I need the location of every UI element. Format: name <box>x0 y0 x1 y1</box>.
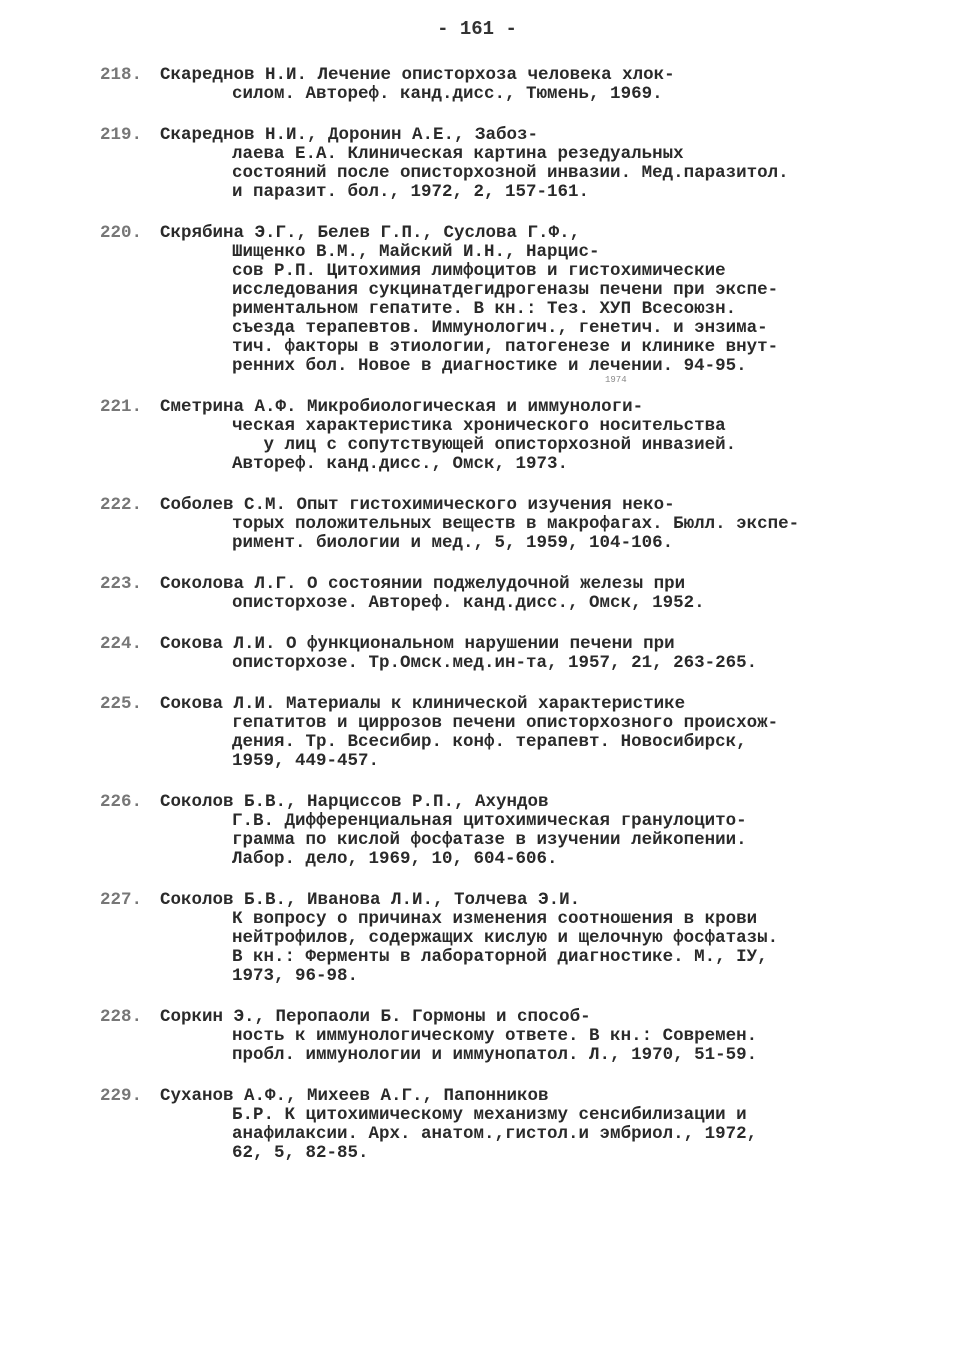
entry-line: Скареднов Н.И. Лечение описторхоза человека хлок- <box>160 65 675 85</box>
entry-number: 221. <box>100 397 143 417</box>
entry-line: торых положительных веществ в макрофагах. Бюлл. экспе- <box>232 514 800 534</box>
entry-number: 224. <box>100 634 143 654</box>
bibliography-entry <box>100 695 890 771</box>
entry-line: ность к иммунологическому ответе. В кн.: Современ. <box>232 1026 758 1046</box>
entry-number: 218. <box>100 65 143 85</box>
entry-line: Скареднов Н.И., Доронин А.Е., Забоз- <box>160 125 539 145</box>
entry-line: Сокова Л.И. Материалы к клинической характеристике <box>160 694 686 714</box>
margin-note: 1974 <box>605 375 627 385</box>
entry-line: съезда терапевтов. Иммунологич., генетич. и энзима- <box>232 318 768 338</box>
entry-line: анафилаксии. Арх. анатом.,гистол.и эмбриол., 1972, <box>232 1124 758 1144</box>
entry-line: Б.Р. К цитохимическому механизму сенсибилизации и <box>232 1105 747 1125</box>
entry-line: Соколов Б.В., Иванова Л.И., Толчева Э.И. <box>160 890 581 910</box>
entry-line: Соркин Э., Перопаоли Б. Гормоны и способ- <box>160 1007 591 1027</box>
entry-line: исследования сукцинатдегидрогеназы печени при экспе- <box>232 280 779 300</box>
entry-line: К вопросу о причинах изменения соотношения в крови <box>232 909 758 929</box>
entry-line: дения. Тр. Всесибир. конф. терапевт. Новосибирск, <box>232 732 747 752</box>
entry-line: Г.В. Дифференциальная цитохимическая гранулоцито- <box>232 811 747 831</box>
bibliography-entry <box>100 575 890 613</box>
entry-number: 226. <box>100 792 143 812</box>
entry-line: римент. биологии и мед., 5, 1959, 104-106. <box>232 533 674 553</box>
entry-number: 220. <box>100 223 143 243</box>
entry-number: 225. <box>100 694 143 714</box>
entry-line: Автореф. канд.дисс., Омск, 1973. <box>232 454 569 474</box>
entry-line: лаева Е.А. Клиническая картина резедуальных <box>232 144 684 164</box>
entry-line: гепатитов и циррозов печени описторхозного происхож- <box>232 713 779 733</box>
entry-number: 223. <box>100 574 143 594</box>
entry-line: Соколова Л.Г. О состоянии поджелудочной железы при <box>160 574 686 594</box>
entry-line: ренних бол. Новое в диагностике и лечении. 94-95. <box>232 356 747 376</box>
bibliography-entry <box>100 496 890 553</box>
entry-line: грамма по кислой фосфатазе в изучении лейкопении. <box>232 830 747 850</box>
entry-line: Соколов Б.В., Нарциссов Р.П., Ахундов <box>160 792 549 812</box>
bibliography-list <box>100 66 890 1185</box>
entry-line: 1959, 449-457. <box>232 751 380 771</box>
entry-line: ческая характеристика хронического носительства <box>232 416 726 436</box>
entry-line: Шищенко В.М., Майский И.Н., Нарцис- <box>232 242 600 262</box>
entry-line: описторхозе. Тр.Омск.мед.ин-та, 1957, 21, 263-265. <box>232 653 758 673</box>
entry-number: 227. <box>100 890 143 910</box>
entry-line: у лиц с сопутствующей описторхозной инвазией. <box>232 435 737 455</box>
entry-line: и паразит. бол., 1972, 2, 157-161. <box>232 182 590 202</box>
bibliography-entry <box>100 793 890 869</box>
bibliography-entry <box>100 224 890 376</box>
entry-number: 229. <box>100 1086 143 1106</box>
entry-number: 222. <box>100 495 143 515</box>
entry-line: сов Р.П. Цитохимия лимфоцитов и гистохимические <box>232 261 726 281</box>
entry-line: Сокова Л.И. О функциональном нарушении печени при <box>160 634 675 654</box>
entry-line: Сметрина А.Ф. Микробиологическая и иммунологи- <box>160 397 644 417</box>
entry-line: состояний после описторхозной инвазии. Мед.паразитол. <box>232 163 789 183</box>
bibliography-entry <box>100 66 890 104</box>
entry-line: Соболев С.М. Опыт гистохимического изучения неко- <box>160 495 675 515</box>
entry-number: 219. <box>100 125 143 145</box>
page-number: - 161 - <box>437 18 517 40</box>
entry-line: В кн.: Ферменты в лабораторной диагностике. М., IУ, <box>232 947 768 967</box>
bibliography-entry <box>100 1008 890 1065</box>
entry-line: силом. Автореф. канд.дисс., Тюмень, 1969. <box>232 84 663 104</box>
entry-line: 62, 5, 82-85. <box>232 1143 369 1163</box>
entry-line: пробл. иммунологии и иммунопатол. Л., 1970, 51-59. <box>232 1045 758 1065</box>
entry-line: Суханов А.Ф., Михеев А.Г., Папонников <box>160 1086 549 1106</box>
entry-number: 228. <box>100 1007 143 1027</box>
bibliography-entry <box>100 891 890 986</box>
bibliography-entry <box>100 398 890 474</box>
bibliography-entry <box>100 126 890 202</box>
entry-line: тич. факторы в этиологии, патогенезе и клинике внут- <box>232 337 779 357</box>
entry-line: риментальном гепатите. В кн.: Тез. XУП Всесоюзн. <box>232 299 737 319</box>
entry-line: Скрябина Э.Г., Белев Г.П., Суслова Г.Ф., <box>160 223 581 243</box>
entry-line: 1973, 96-98. <box>232 966 359 986</box>
entry-line: Лабор. дело, 1969, 10, 604-606. <box>232 849 558 869</box>
entry-line: нейтрофилов, содержащих кислую и щелочную фосфатазы. <box>232 928 779 948</box>
bibliography-entry <box>100 1087 890 1163</box>
entry-line: описторхозе. Автореф. канд.дисс., Омск, 1952. <box>232 593 705 613</box>
bibliography-entry <box>100 635 890 673</box>
